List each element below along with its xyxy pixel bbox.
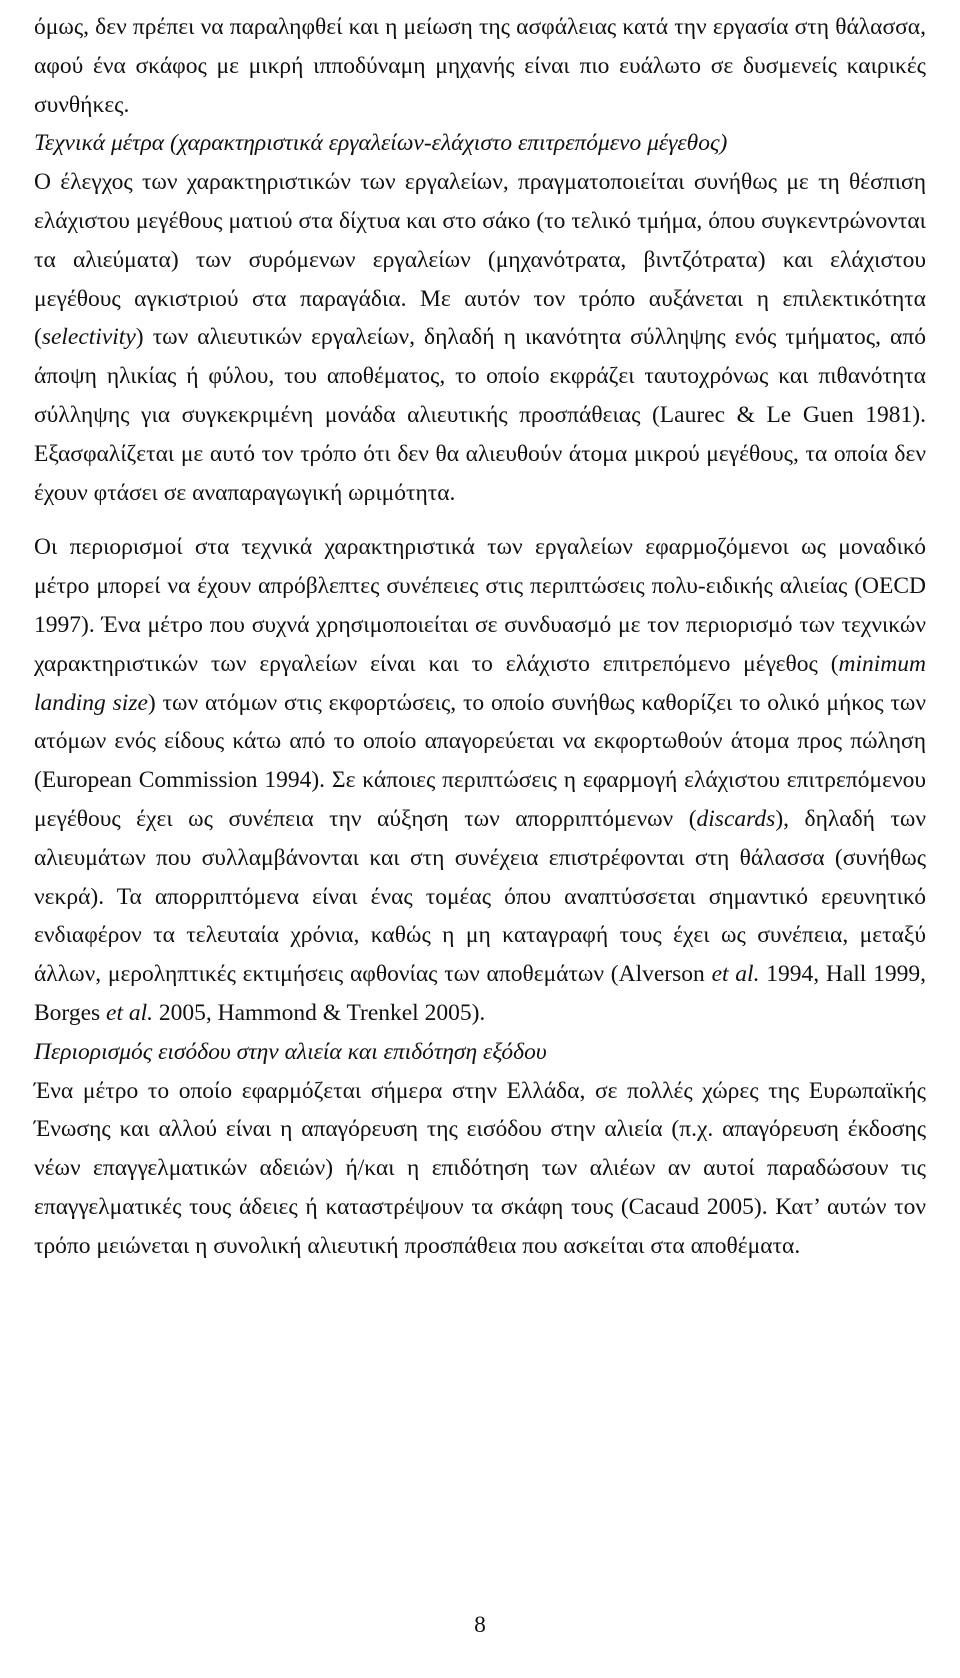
italic-term: et al. <box>711 961 760 988</box>
paragraph-intro-text: όμως, δεν πρέπει να παραληφθεί και η μείωση της ασφάλειας κατά την εργασία στη θάλασσα, αφού ένα σκάφος με μικρή ιπποδύναμη μηχανής είναι πιο ευάλωτο σε δυσμενείς καιρικές συνθήκες. <box>34 14 926 118</box>
paragraph-access-limitation <box>34 1072 926 1266</box>
italic-term: minimum landing size <box>34 650 926 716</box>
paragraph-gear-limitations <box>34 528 926 1032</box>
section-heading-technical-measures: Τεχνικά μέτρα (χαρακτηριστικά εργαλείων-ελάχιστο επιτρεπόμενο μέγεθος) <box>34 130 728 157</box>
page-number: 8 <box>474 1612 486 1638</box>
italic-term: discards <box>696 805 776 832</box>
section-heading-access-limitation: Περιορισμός εισόδου στην αλιεία και επιδότηση εξόδου <box>34 1038 547 1065</box>
paragraph-technical-measures <box>34 163 926 512</box>
paragraph-intro <box>34 8 926 124</box>
italic-term: selectivity <box>41 324 136 351</box>
paragraph-text: ) των ατόμων στις εκφορτώσεις, το οποίο συνήθως καθορίζει το ολικό μήκος των ατόμων ενός είδους κάτω από το οποίο απαγορεύεται να εκφορτωθούν άτομα προς πώληση (European Commission 1994). Σε κάποιες περιπτώσεις η εφαρμογή ελάχιστου επιτρεπόμενου μεγέθους έχει ως συνέπεια την αύξηση των απορριπτόμενων ( <box>34 689 927 832</box>
paragraph-text: ) των αλιευτικών εργαλείων, δηλαδή η ικανότητα σύλληψης ενός τμήματος, από άποψη ηλικίας ή φύλου, του αποθέματος, το οποίο εκφράζει ταυτοχρόνως και πιθανότητα σύλληψης για συγκεκριμένη μονάδα αλιευτικής προσπάθειας (Laurec & Le Guen 1981). Εξασφαλίζεται με αυτό τον τρόπο ότι δεν θα αλιευθούν άτομα μικρού μεγέθους, τα οποία δεν έχουν φτάσει σε αναπαραγωγική ωριμότητα. <box>34 324 926 506</box>
paragraph-text: 2005, Hammond & Trenkel 2005). <box>153 999 486 1026</box>
paragraph-text: Ένα μέτρο το οποίο εφαρμόζεται σήμερα στην Ελλάδα, σε πολλές χώρες της Ευρωπαϊκής Ένωσης και αλλού είναι η απαγόρευση της εισόδου στην αλιεία (π.χ. απαγόρευση έκδοσης νέων επαγγελματικών αδειών) ή/και η επιδότηση των αλιέων αν αυτοί παραδώσουν τις επαγγελματικές τους άδειες ή καταστρέψουν τα σκάφη τους (Cacaud 2005). Κατ’ αυτών τον τρόπο μειώνεται η συνολική αλιευτική προσπάθεια που ασκείται στα αποθέματα. <box>34 1077 926 1259</box>
paragraph-text: Ο έλεγχος των χαρακτηριστικών των εργαλείων, πραγματοποιείται συνήθως με τη θέσπιση ελάχιστου μεγέθους ματιού στα δίχτυα και στο σάκο (το τελικό τμήμα, όπου συγκεντρώνονται τα αλιεύματα) των συρόμενων εργαλείων (μηχανότρατα, βιντζότρατα) και ελάχιστου μεγέθους αγκιστριού στα παραγάδια. Με αυτόν τον τρόπο αυξάνεται η επιλεκτικότητα ( <box>34 169 926 351</box>
paragraph-text: Οι περιορισμοί στα τεχνικά χαρακτηριστικά των εργαλείων εφαρμοζόμενοι ως μοναδικό μέτρο μπορεί να έχουν απρόβλεπτες συνέπειες στις περιπτώσεις πολυ-ειδικής αλιείας (OECD 1997). Ένα μέτρο που συχνά χρησιμοποιείται σε συνδυασμό με τον περιορισμό των τεχνικών χαρακτηριστικών των εργαλείων είναι και το ελάχιστο επιτρεπόμενο μέγεθος ( <box>34 534 926 677</box>
paragraph-text: 1994, Hall 1999, Borges <box>34 961 926 1026</box>
italic-term: et al. <box>106 999 154 1026</box>
paragraph-text: ), δηλαδή των αλιευμάτων που συλλαμβάνονται και στη συνέχεια επιστρέφονται στη θάλασσα (συνήθως νεκρά). Τα απορριπτόμενα είναι ένας τομέας όπου αναπτύσσεται σημαντικό ερευνητικό ενδιαφέρον τα τελευταία χρόνια, καθώς η μη καταγραφή τους έχει ως συνέπεια, μεταξύ άλλων, μεροληπτικές εκτιμήσεις αφθονίας των αποθεμάτων (Alverson <box>34 805 927 988</box>
